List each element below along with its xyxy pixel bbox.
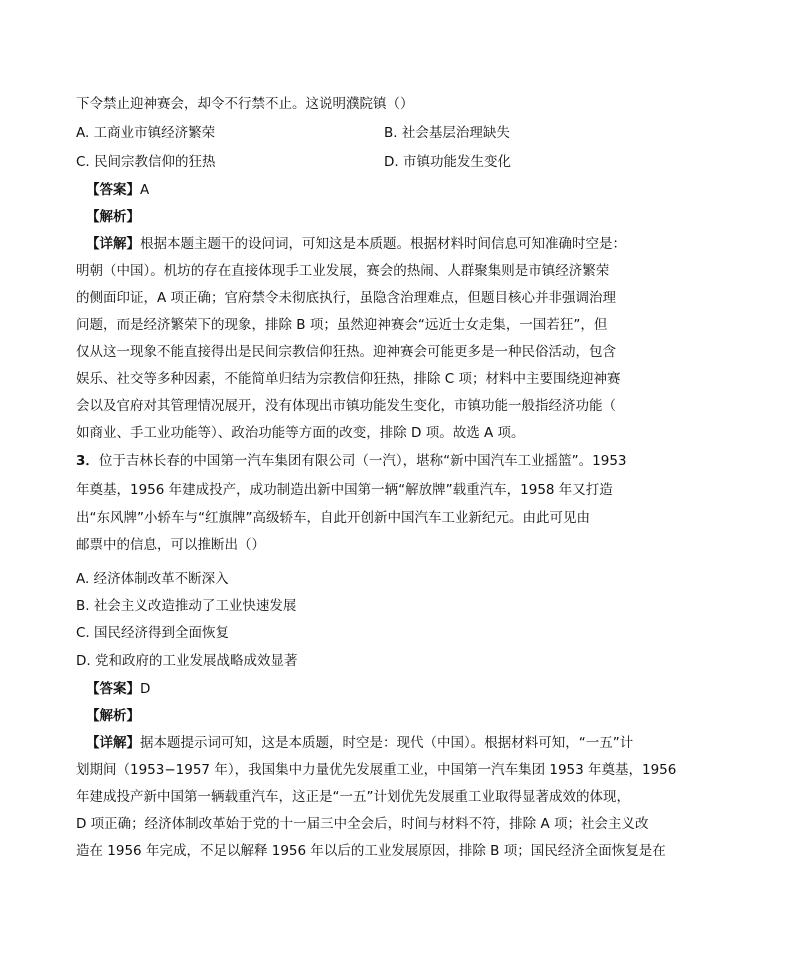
q3-detail-line-1: 【详解】据本题提示词可知，这是本质题，时空是：现代（中国）。根据材料可知，“一五”计 — [86, 735, 634, 751]
q2-option-b: B. 社会基层治理缺失 — [384, 125, 510, 141]
q2-stem-tail: 下令禁止迎神赛会，却令不行禁不止。这说明濮院镇（） — [76, 96, 414, 112]
answer-label: 【答案】 — [86, 182, 140, 198]
q2-detail-line-5: 仅从这一现象不能直接得出是民间宗教信仰狂热。迎神赛会可能更多是一种民俗活动，包含 — [76, 344, 616, 360]
q2-detail-line-3: 的侧面印证，A 项正确；官府禁令未彻底执行，虽隐含治理难点，但题目核心并非强调治理 — [76, 290, 617, 306]
detail-label: 【详解】 — [86, 735, 140, 751]
answer-value: D — [140, 681, 151, 697]
q3-option-c: C. 国民经济得到全面恢复 — [76, 625, 230, 641]
q3-option-b: B. 社会主义改造推动了工业快速发展 — [76, 598, 297, 614]
q3-detail-line-4: D 项正确；经济体制改革始于党的十一届三中全会后，时间与材料不符，排除 A 项；社会主义改 — [76, 816, 649, 832]
q2-detail-line-2: 明朝（中国）。机坊的存在直接体现手工业发展，赛会的热闹、人群聚集则是市镇经济繁荣 — [76, 263, 610, 279]
q3-option-d: D. 党和政府的工业发展战略成效显著 — [76, 653, 298, 669]
detail-label: 【详解】 — [86, 236, 140, 252]
q3-stem-line-2: 年奠基，1956 年建成投产，成功制造出新中国第一辆“解放牌”载重汽车，1958 年又打造 — [76, 482, 613, 498]
q3-stem-line-4: 邮票中的信息，可以推断出（） — [76, 537, 265, 553]
q3-analysis-label: 【解析】 — [86, 708, 140, 724]
q2-detail-line-4: 问题，而是经济繁荣下的现象，排除 B 项；虽然迎神赛会“远近士女走集，一国若狂”，但 — [76, 317, 608, 333]
answer-value: A — [140, 182, 150, 198]
q2-detail-line-6: 娱乐、社交等多种因素，不能简单归结为宗教信仰狂热，排除 C 项；材料中主要围绕迎神赛 — [76, 371, 621, 387]
q3-stem-line-1: 3．位于吉林长春的中国第一汽车集团有限公司（一汽），堪称“新中国汽车工业摇篮”。1953 — [76, 453, 627, 469]
q2-option-c: C. 民间宗教信仰的狂热 — [76, 154, 216, 170]
q2-detail-line-1: 【详解】根据本题主题干的设问词，可知这是本质题。根据材料时间信息可知准确时空是： — [86, 236, 626, 252]
q2-answer — [86, 180, 149, 200]
q2-analysis-label: 【解析】 — [86, 209, 140, 225]
q3-option-a: A. 经济体制改革不断深入 — [76, 571, 229, 587]
q3-detail-line-3: 年建成投产新中国第一辆载重汽车，这正是“一五”计划优先发展重工业取得显著成效的体现， — [76, 789, 630, 805]
q3-stem-line-3: 出“东风牌”小轿车与“红旗牌”高级轿车，自此开创新中国汽车工业新纪元。由此可见由 — [76, 510, 590, 526]
answer-label: 【答案】 — [86, 681, 140, 697]
q2-option-a: A. 工商业市镇经济繁荣 — [76, 125, 216, 141]
q2-detail-line-7: 会以及官府对其管理情况展开，没有体现出市镇功能发生变化，市镇功能一般指经济功能（ — [76, 398, 616, 414]
q3-answer — [86, 679, 150, 699]
q2-detail-line-8: 如商业、手工业功能等）、政治功能等方面的改变，排除 D 项。故选 A 项。 — [76, 425, 525, 441]
q3-detail-line-2: 划期间（1953−1957 年），我国集中力量优先发展重工业，中国第一汽车集团 1953 年奠基，1956 — [76, 762, 677, 778]
question-number: 3． — [76, 453, 99, 469]
q2-option-d: D. 市镇功能发生变化 — [384, 154, 511, 170]
q3-detail-line-5: 造在 1956 年完成，不足以解释 1956 年以后的工业发展原因，排除 B 项；国民经济全面恢复是在 — [76, 843, 666, 859]
